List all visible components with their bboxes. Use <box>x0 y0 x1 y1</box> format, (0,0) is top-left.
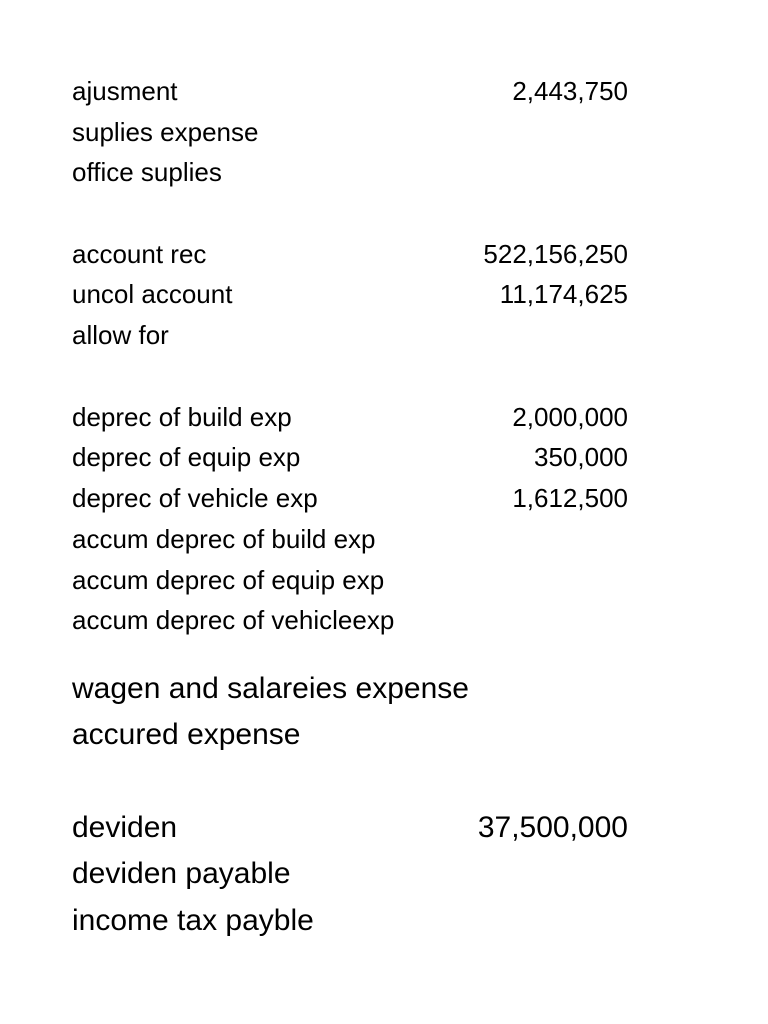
row-label: ajusment <box>72 76 178 106</box>
row-amount: 37,500,000 <box>477 811 628 844</box>
ledger-row-deviden <box>72 805 628 851</box>
ledger-row-accum-deprec-build <box>72 519 628 559</box>
row-label: suplies expense <box>72 117 259 147</box>
ledger-row-wages-salaries <box>72 666 628 712</box>
row-label: accum deprec of equip exp <box>72 565 385 595</box>
row-label: accum deprec of vehicleexp <box>72 605 395 635</box>
ledger-row-deviden-payable <box>72 851 628 897</box>
row-amount: 350,000 <box>534 442 628 472</box>
row-label: deprec of build exp <box>72 402 292 432</box>
ledger-row-deprec-vehicle <box>72 478 628 518</box>
row-label: accum deprec of build exp <box>72 524 376 554</box>
row-label: income tax payble <box>72 904 314 937</box>
ledger-row-deprec-build <box>72 397 628 437</box>
ledger-row-income-tax-payble <box>72 898 628 944</box>
ledger-row-allow-for <box>72 315 628 355</box>
row-label: uncol account <box>72 279 233 309</box>
ledger-row-accum-deprec-vehicle <box>72 600 628 640</box>
row-label: deprec of vehicle exp <box>72 483 318 513</box>
row-amount: 2,000,000 <box>512 402 628 432</box>
row-label: deprec of equip exp <box>72 442 301 472</box>
ledger-row-account-rec <box>72 234 628 274</box>
row-amount: 2,443,750 <box>512 76 628 106</box>
row-label: accured expense <box>72 718 301 751</box>
ledger-row-office-suplies <box>72 152 628 192</box>
row-amount: 11,174,625 <box>499 279 628 309</box>
row-label: account rec <box>72 239 207 269</box>
ledger-row-suplies-expense <box>72 112 628 152</box>
row-label: allow for <box>72 320 169 350</box>
ledger-row-deprec-equip <box>72 437 628 477</box>
row-label: wagen and salareies expense <box>72 672 469 705</box>
ledger-row-accured-expense <box>72 712 628 758</box>
ledger-row-accum-deprec-equip <box>72 560 628 600</box>
row-label: office suplies <box>72 157 222 187</box>
row-label: deviden <box>72 811 178 844</box>
ledger-row-ajusment <box>72 71 628 111</box>
row-amount: 1,612,500 <box>512 483 628 513</box>
row-label: deviden payable <box>72 857 291 890</box>
ledger-row-uncol-account <box>72 274 628 314</box>
row-amount: 522,156,250 <box>483 239 628 269</box>
